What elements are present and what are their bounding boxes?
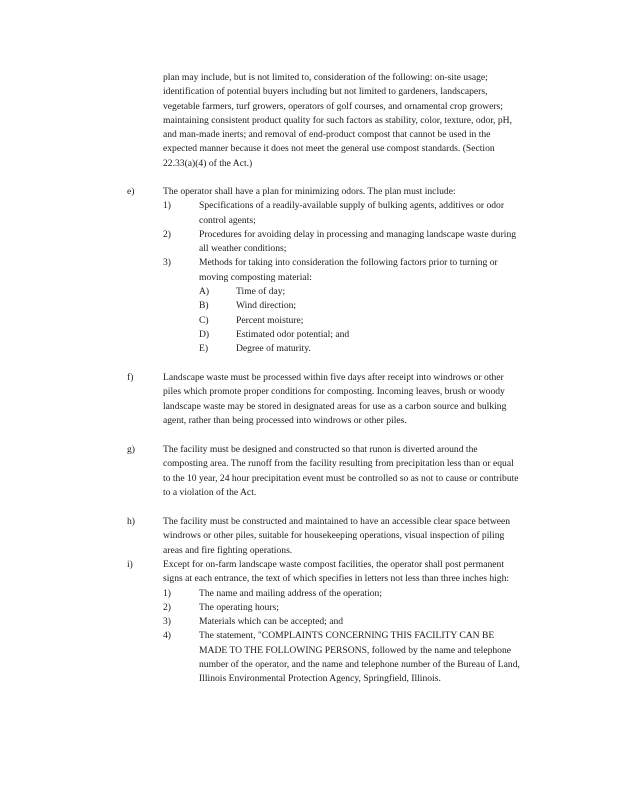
- item-label: e): [127, 186, 135, 197]
- sub-sub-item-text: Percent moisture;: [236, 314, 304, 326]
- sub-item-label: 1): [163, 587, 171, 599]
- item-e: [0, 185, 618, 357]
- sub-item: [163, 256, 520, 285]
- sub-sub-item-text: Time of day;: [236, 286, 286, 298]
- sub-sub-item: [199, 299, 520, 313]
- item-f: [0, 371, 618, 428]
- sub-sub-item-label: D): [199, 328, 210, 340]
- sub-item: [163, 587, 520, 601]
- sub-item-text: Procedures for avoiding delay in processing and managing landscape waste during all weather conditions;: [199, 228, 517, 255]
- sub-sub-item: [199, 342, 520, 356]
- sub-item: [163, 601, 520, 615]
- sub-item-label: 3): [163, 616, 171, 628]
- sub-item-text: The statement, "COMPLAINTS CONCERNING THIS FACILITY CAN BE MADE TO THE FOLLOWING PERSONS, followed by the name and telephone number of the operator, and the name and telephone number of the Bureau of Land, Illinois Environmental Protection Agency, Springfield, Illinois.: [199, 630, 520, 685]
- sub-sub-item-label: C): [199, 314, 209, 326]
- sub-sub-item: [199, 314, 520, 328]
- sub-item-text: Materials which can be accepted; and: [199, 616, 344, 628]
- sub-item: [163, 615, 520, 629]
- sub-sub-item: [199, 285, 520, 299]
- item-text: Landscape waste must be processed within five days after receipt into windrows or other piles which promote proper conditions for composting. Incoming leaves, brush or woody landscape waste may be stored in designated areas for use as a carbon source and bulking agent, rather than being processed into windrows or other piles.: [163, 372, 507, 426]
- sub-sub-item-label: E): [199, 343, 209, 355]
- item-label: g): [127, 444, 135, 455]
- sub-item: [163, 199, 520, 228]
- sub-sub-item-text: Wind direction;: [236, 300, 297, 312]
- item-g: [0, 443, 618, 500]
- item-text: The operator shall have a plan for minimizing odors. The plan must include:: [163, 186, 456, 197]
- sub-sub-item-label: B): [199, 300, 209, 312]
- sub-item-label: 2): [163, 601, 171, 613]
- item-text: Except for on-farm landscape waste compost facilities, the operator shall post permanent signs at each entrance, the text of which specifies in letters not less than three inches high:: [163, 559, 510, 585]
- sub-sub-item-text: Degree of maturity.: [236, 343, 311, 355]
- sub-item-text: The name and mailing address of the operation;: [199, 587, 383, 599]
- sub-item-label: 1): [163, 200, 171, 212]
- sub-sub-item-label: A): [199, 286, 210, 298]
- sub-item-text: Methods for taking into consideration the following factors prior to turning or moving composting material:: [199, 257, 498, 283]
- sub-item-label: 4): [163, 630, 171, 642]
- sub-item: [163, 228, 520, 257]
- item-label: f): [127, 372, 134, 383]
- sub-item-text: Specifications of a readily-available supply of bulking agents, additives or odor control agents;: [199, 200, 505, 226]
- item-h: [0, 515, 618, 558]
- item-label: h): [127, 516, 135, 527]
- item-text: The facility must be designed and constructed so that runon is diverted around the composting area. The runoff from the facility resulting from precipitation less than or equal to the 10 year, 24 hour precipitation event must be controlled so as not to cause or contribute to a violation of the Act.: [163, 444, 519, 498]
- sub-sub-item-text: Estimated odor potential; and: [236, 328, 350, 340]
- item-i: [0, 558, 618, 687]
- sub-item: [163, 629, 520, 686]
- sub-item-text: The operating hours;: [199, 601, 279, 613]
- item-text: The facility must be constructed and maintained to have an accessible clear space between windrows or other piles, suitable for housekeeping operations, visual inspection of piling areas and fire fighting operations.: [163, 516, 511, 556]
- sub-item-label: 3): [163, 257, 171, 269]
- sub-item-label: 2): [163, 228, 171, 240]
- item-label: i): [127, 559, 133, 570]
- sub-sub-item: [199, 328, 520, 342]
- intro-paragraph: plan may include, but is not limited to, consideration of the following: on-site usage; identification of potential buyers including but not limited to gardeners, landscapers, vegetable farmers, turf growers, operators of golf courses, and ornamental crop growers; maintaining consistent product quality for such factors as stability, color, texture, odor, pH, and man-made inerts; and removal of end-product compost that cannot be used in the expected manner because it does not meet the general use compost standards. (Section 22.33(a)(4) of the Act.): [163, 72, 512, 169]
